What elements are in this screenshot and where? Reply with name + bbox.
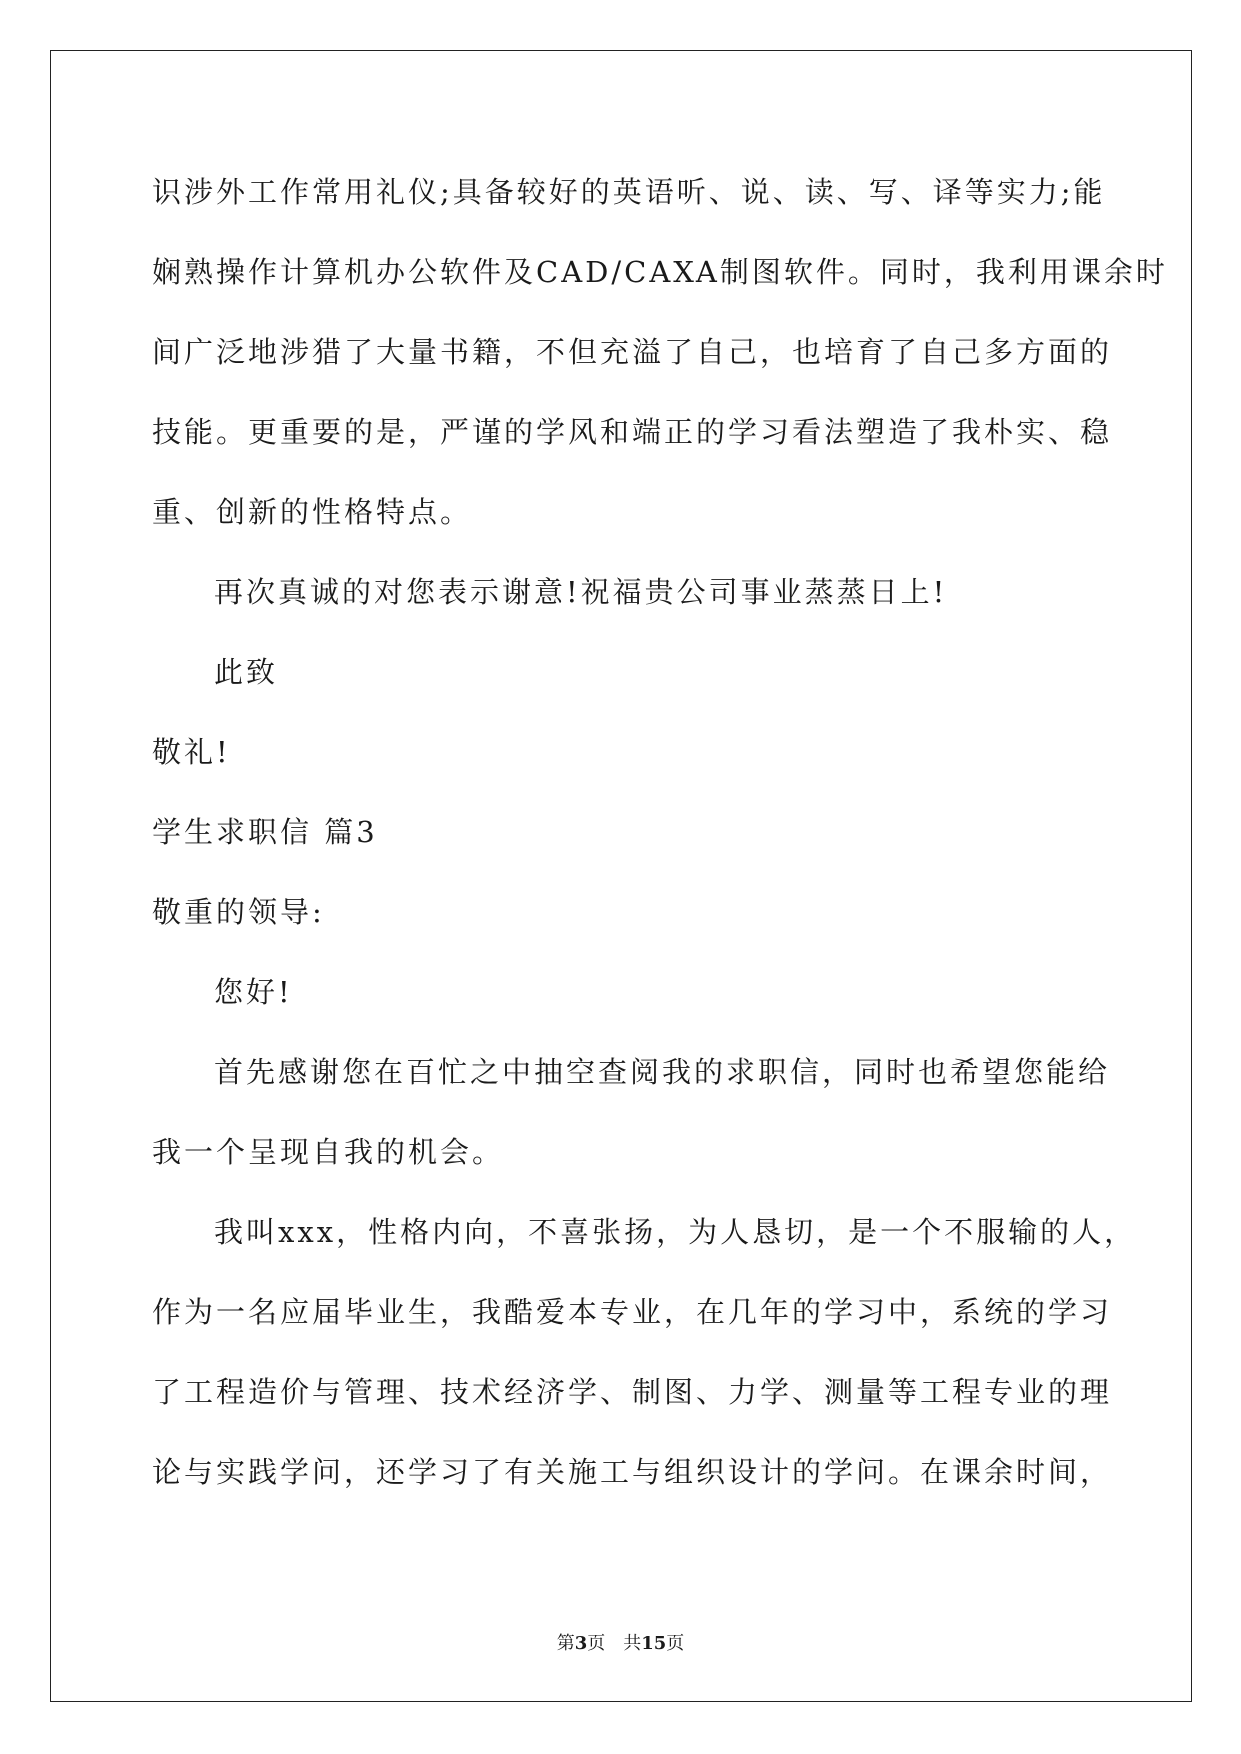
salutation-cizhi: 此致 — [214, 655, 279, 689]
closing-wish: 再次真诚的对您表示谢意!祝福贵公司事业蒸蒸日上! — [214, 575, 948, 609]
body-line: 首先感谢您在百忙之中抽空查阅我的求职信，同时也希望您能给 — [214, 1055, 1111, 1089]
footer-suffix: 页 — [666, 1633, 685, 1654]
body-line: 作为一名应届毕业生，我酷爱本专业，在几年的学习中，系统的学习 — [152, 1295, 1113, 1329]
total-page-number: 15 — [641, 1633, 667, 1654]
body-line: 论与实践学问，还学习了有关施工与组织设计的学问。在课余时间， — [152, 1455, 1113, 1489]
footer-mid: 页 共 — [587, 1633, 642, 1654]
body-line: 娴熟操作计算机办公软件及CAD/CAXA制图软件。同时，我利用课余时 — [152, 255, 1168, 289]
body-line: 技能。更重要的是，严谨的学风和端正的学习看法塑造了我朴实、稳 — [152, 415, 1113, 449]
body-line: 我一个呈现自我的机会。 — [152, 1135, 505, 1169]
body-line: 了工程造价与管理、技术经济学、制图、力学、测量等工程专业的理 — [152, 1375, 1113, 1409]
section-heading: 学生求职信 篇3 — [152, 815, 378, 849]
current-page-number: 3 — [574, 1633, 588, 1654]
body-line: 重、创新的性格特点。 — [152, 495, 473, 529]
body-line: 间广泛地涉猎了大量书籍，不但充溢了自己，也培育了自己多方面的 — [152, 335, 1113, 369]
greeting-hello: 您好! — [214, 975, 293, 1009]
page-footer — [0, 1632, 1241, 1656]
salutation-jingli: 敬礼! — [152, 735, 231, 769]
body-line: 我叫xxx，性格内向，不喜张扬，为人恳切，是一个不服输的人， — [214, 1215, 1137, 1249]
greeting-recipient: 敬重的领导: — [152, 895, 325, 929]
body-line: 识涉外工作常用礼仪;具备较好的英语听、说、读、写、译等实力;能 — [152, 175, 1106, 209]
footer-prefix: 第 — [556, 1633, 575, 1654]
